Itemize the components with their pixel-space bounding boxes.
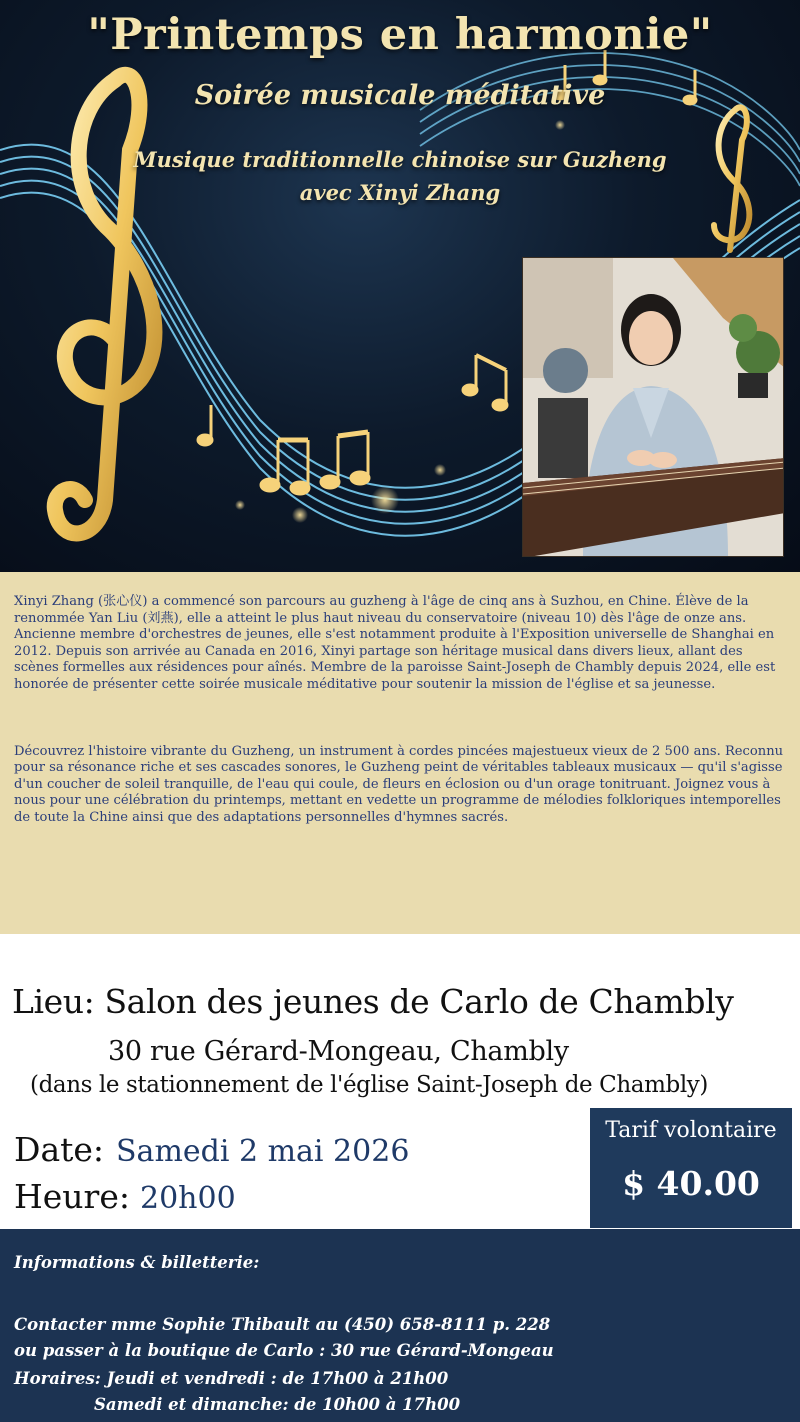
shop-address-line: ou passer à la boutique de Carlo : 30 rue Gérard-Mongeau <box>14 1341 554 1360</box>
opening-hours-weekend: Samedi et dimanche: de 10h00 à 17h00 <box>94 1395 461 1414</box>
contact-phone-line: Contacter mme Sophie Thibault au (450) 658-8111 p. 228 <box>14 1315 551 1334</box>
price-box <box>590 1108 792 1228</box>
performer-biography <box>0 572 800 934</box>
time-value: 20h00 <box>140 1181 236 1216</box>
guzheng-description: Découvrez l'histoire vibrante du Guzheng, un instrument à cordes pincées majestueux vieux de 2 500 ans. Reconnu pour sa résonance riche et ses cascades sonores, le Guzheng peint de véritables tableaux musicaux — qu'il s'agisse d'un coucher de soleil tranquille, de l'eau qui coule, de fleurs en éclosion ou d'un orage tonitruant. Joignez vous à nous pour une célébration du printemps, mettant en vedette un programme de mélodies folkloriques intemporelles de toute la Chine ainsi que des adaptations personnelles d'hymnes sacrés. <box>14 743 784 825</box>
treble-clef-icon <box>714 107 749 250</box>
performer-name: avec Xinyi Zhang <box>299 180 501 205</box>
info-heading: Informations & billetterie: <box>14 1253 260 1272</box>
event-tagline: Musique traditionnelle chinoise sur Guzheng <box>133 147 667 172</box>
venue-address: 30 rue Gérard-Mongeau, Chambly <box>108 1036 569 1067</box>
price-label: Tarif volontaire <box>605 1118 777 1143</box>
event-subtitle: Soirée musicale méditative <box>194 80 606 111</box>
opening-hours-weekday: Horaires: Jeudi et vendredi : de 17h00 à 21h00 <box>14 1369 449 1388</box>
parking-note: (dans le stationnement de l'église Saint-Joseph de Chambly) <box>30 1072 708 1098</box>
venue-name: Lieu: Salon des jeunes de Carlo de Chambly <box>12 982 734 1021</box>
bio-paragraph: Xinyi Zhang (张心仪) a commencé son parcours au guzheng à l'âge de cinq ans à Suzhou, en Chine. Élève de la renommée Yan Liu (刘燕), elle a atteint le plus haut niveau du conservatoire (niveau 10) dès l'âge de onze ans. Ancienne membre d'orchestres de jeunes, elle s'est notamment produite à l'Exposition universelle de Shanghai en 2012. Depuis son arrivée au Canada en 2016, Xinyi partage son héritage musical dans divers lieux, allant des scènes formelles aux résidences pour aînés. Membre de la paroisse Saint-Joseph de Chambly depuis 2024, elle est honorée de présenter cette soirée musicale méditative pour soutenir la mission de l'église et sa jeunesse. <box>14 594 776 692</box>
price-value: $ 40.00 <box>622 1164 760 1203</box>
event-title: "Printemps en harmonie" <box>87 10 713 60</box>
date-value: Samedi 2 mai 2026 <box>116 1134 410 1169</box>
ticketing-info-footer <box>0 1229 800 1422</box>
hero-banner <box>0 0 800 572</box>
treble-clef-icon <box>55 75 155 534</box>
date-label: Date: <box>14 1130 105 1169</box>
performer-photo <box>522 257 784 557</box>
time-label: Heure: <box>14 1177 130 1216</box>
